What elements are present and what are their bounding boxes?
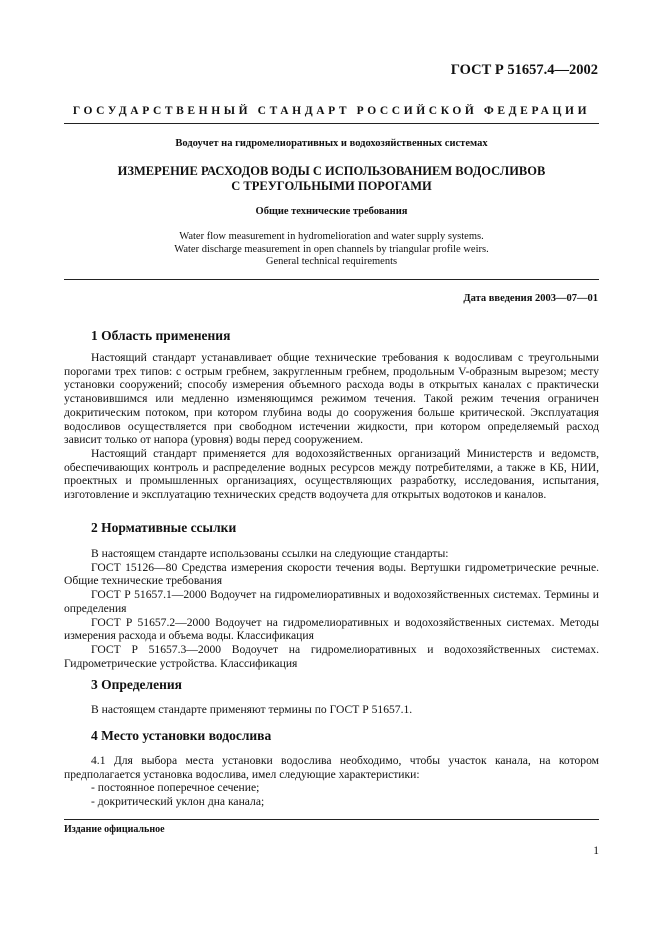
section-4-title: 4 Место установки водослива <box>91 728 272 743</box>
section-3-body <box>64 703 599 717</box>
reference-item: ГОСТ Р 51657.2—2000 Водоучет на гидромелиоративных и водохозяйственных системах. Методы измерения расхода и объема воды. Классификация <box>64 615 599 643</box>
list-item: - докритический уклон дна канала; <box>91 795 265 809</box>
section-1-body <box>64 351 599 502</box>
standard-heading: ГОСУДАРСТВЕННЫЙ СТАНДАРТ РОССИЙСКОЙ ФЕДЕРАЦИИ <box>72 105 591 117</box>
title-line-1: ИЗМЕРЕНИЕ РАСХОДОВ ВОДЫ С ИСПОЛЬЗОВАНИЕМ ВОДОСЛИВОВ <box>117 164 546 178</box>
paragraph: В настоящем стандарте применяют термины по ГОСТ Р 51657.1. <box>91 703 413 716</box>
section-3-title: 3 Определения <box>91 677 182 692</box>
section-2-body <box>64 547 599 670</box>
introduction-date: Дата введения 2003—07—01 <box>463 293 598 304</box>
english-title-line: General technical requirements <box>265 256 398 267</box>
page-number: 1 <box>593 845 599 857</box>
paragraph: Настоящий стандарт применяется для водохозяйственных организаций Министерств и ведомств, обеспечивающих контроль и распределение водных ресурсов между потребителями, а также в КБ, НИИ, проектных и промышленных организациях, осуществляющих разработку, исследования, испытания, изготовление и эксплуатацию технических средств водоучета для открытых водотоков и каналов. <box>64 446 599 502</box>
reference-item: ГОСТ Р 51657.1—2000 Водоучет на гидромелиоративных и водохозяйственных системах. Термины и определения <box>64 588 599 615</box>
subject-line: Водоучет на гидромелиоративных и водохозяйственных системах <box>175 138 488 149</box>
paragraph: 4.1 Для выбора места установки водослива необходимо, чтобы участок канала, на котором предполагается установка водослива, имел следующие характеристики: <box>64 754 599 781</box>
list-item: - постоянное поперечное сечение; <box>91 781 260 795</box>
footer-rule <box>64 819 599 820</box>
english-title-line: Water flow measurement in hydromelioration and water supply systems. <box>179 231 484 242</box>
section-2-title: 2 Нормативные ссылки <box>91 520 237 535</box>
english-title <box>64 231 599 269</box>
document-code: ГОСТ Р 51657.4—2002 <box>450 62 598 78</box>
paragraph: Настоящий стандарт устанавливает общие технические требования к водосливам с треугольными порогами трех типов: с острым гребнем, закругленным гребнем, продольным V-образным вырезом; месту установки сооружений; способу измерения объемного расхода воды в открытых каналах с практически установившимся или медленно изменяющимся режимом течения. Такой режим течения ограничен докритическим потоком, при котором глубина воды до сооружения больше критической. Эксплуатация водосливов осуществляется при свободном истечении жидкости, при котором определяемый расход зависит только от напора (уровня) воды перед сооружением. <box>64 351 599 447</box>
paragraph: В настоящем стандарте использованы ссылки на следующие стандарты: <box>91 547 449 560</box>
document-title <box>64 164 599 194</box>
edition-label: Издание официальное <box>64 824 165 835</box>
reference-item: ГОСТ 15126—80 Средства измерения скорости течения воды. Вертушки гидрометрические речные. Общие технические требования <box>64 560 599 588</box>
title-rule <box>64 279 599 280</box>
english-title-line: Water discharge measurement in open channels by triangular profile weirs. <box>174 243 489 255</box>
header-rule <box>64 123 599 124</box>
reference-item: ГОСТ Р 51657.3—2000 Водоучет на гидромелиоративных и водохозяйственных системах. Гидрометрические устройства. Классификация <box>64 642 599 670</box>
section-4-body <box>64 754 599 809</box>
document-subtitle: Общие технические требования <box>255 206 408 217</box>
title-line-2: С ТРЕУГОЛЬНЫМИ ПОРОГАМИ <box>231 179 432 193</box>
section-1-title: 1 Область применения <box>91 328 231 343</box>
